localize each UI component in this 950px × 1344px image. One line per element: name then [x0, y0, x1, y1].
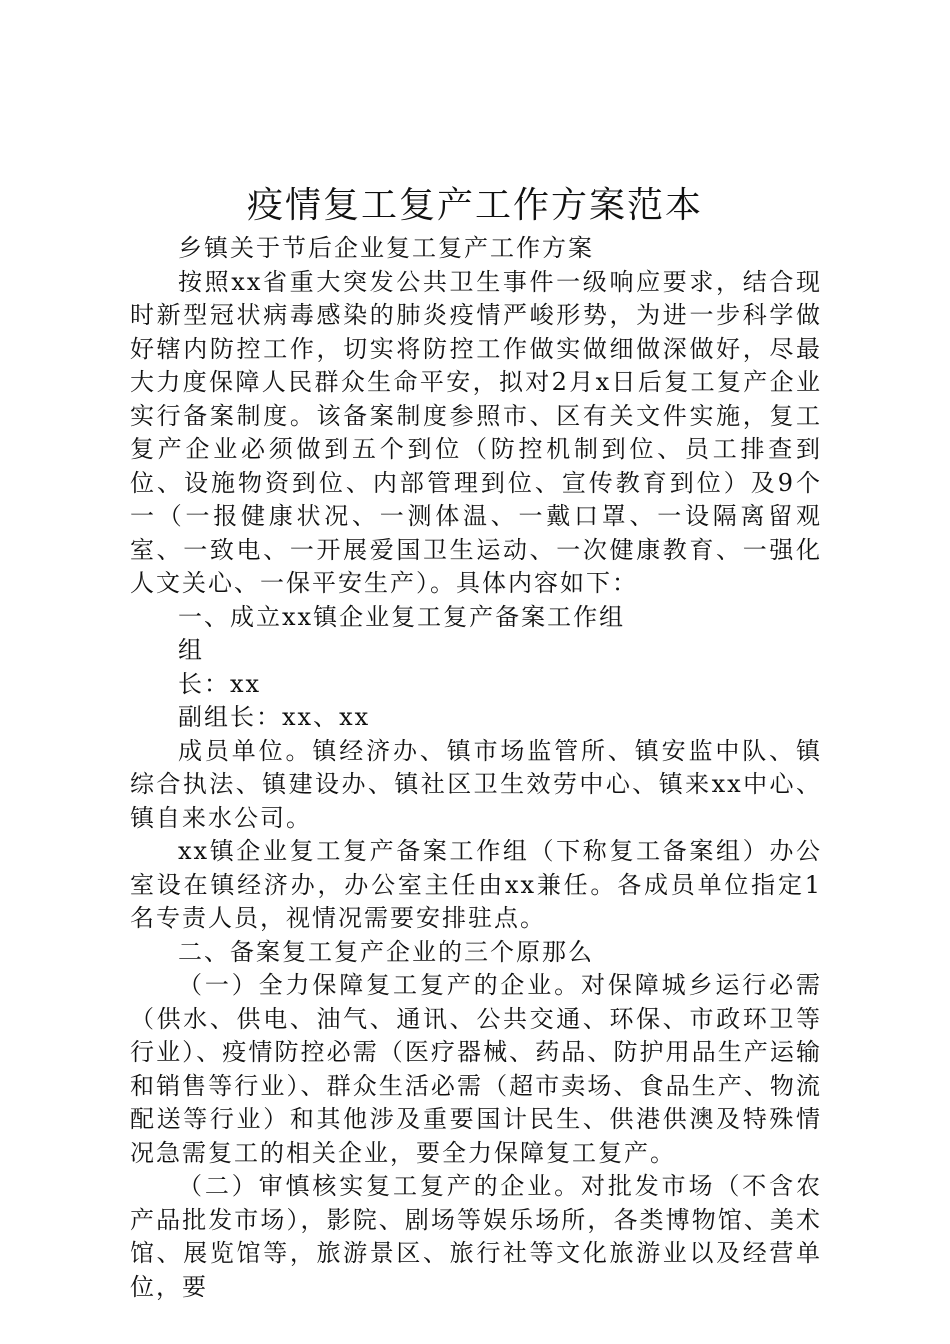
section-heading-2: 二、备案复工复产企业的三个原那么 — [178, 937, 594, 966]
member-units-paragraph: 成员单位。镇经济办、镇市场监管所、镇安监中队、镇综合执法、镇建设办、镇社区卫生效劳中心、镇来xx中心、镇自来水公司。 — [130, 736, 822, 832]
subtitle-paragraph: 乡镇关于节后企业复工复产工作方案 — [178, 234, 594, 262]
section-heading-1: 一、成立xx镇企业复工复产备案工作组 — [178, 602, 626, 631]
office-paragraph: xx镇企业复工复产备案工作组（下称复工备案组）办公室设在镇经济办，办公室主任由xx兼任。各成员单位指定1名专责人员，视情况需要安排驻点。 — [130, 837, 822, 932]
principle-2-paragraph: （二）审慎核实复工复产的企业。对批发市场（不含农产品批发市场），影院、剧场等娱乐场所，各类博物馆、美术馆、展览馆等，旅游景区、旅行社等文化旅游业以及经营单位，要 — [130, 1172, 822, 1301]
deputy-leader-line: 副组长：xx、xx — [178, 703, 371, 731]
document-body — [130, 232, 822, 1304]
principle-1-paragraph: （一）全力保障复工复产的企业。对保障城乡运行必需（供水、供电、油气、通讯、公共交通、环保、市政环卫等行业）、疫情防控必需（医疗器械、药品、防护用品生产运输和销售等行业）、群众生活必需（超市卖场、食品生产、物流配送等行业）和其他涉及重要国计民生、供港供澳及特殊情况急需复工的相关企业，要全力保障复工复产。 — [130, 971, 822, 1167]
intro-paragraph: 按照xx省重大突发公共卫生事件一级响应要求，结合现时新型冠状病毒感染的肺炎疫情严峻形势，为进一步科学做好辖内防控工作，切实将防控工作做实做细做深做好，尽最大力度保障人民群众生命平安，拟对2月x日后复工复产企业实行备案制度。该备案制度参照市、区有关文件实施，复工复产企业必须做到五个到位（防控机制到位、员工排查到位、设施物资到位、内部管理到位、宣传教育到位）及9个一（一报健康状况、一测体温、一戴口罩、一设隔离留观室、一致电、一开展爱国卫生运动、一次健康教育、一强化人文关心、一保平安生产）。具体内容如下： — [130, 267, 822, 597]
document-title: 疫情复工复产工作方案范本 — [246, 185, 703, 226]
leader-value-line: 长：xx — [178, 669, 262, 698]
leader-label-line: 组 — [178, 636, 204, 664]
